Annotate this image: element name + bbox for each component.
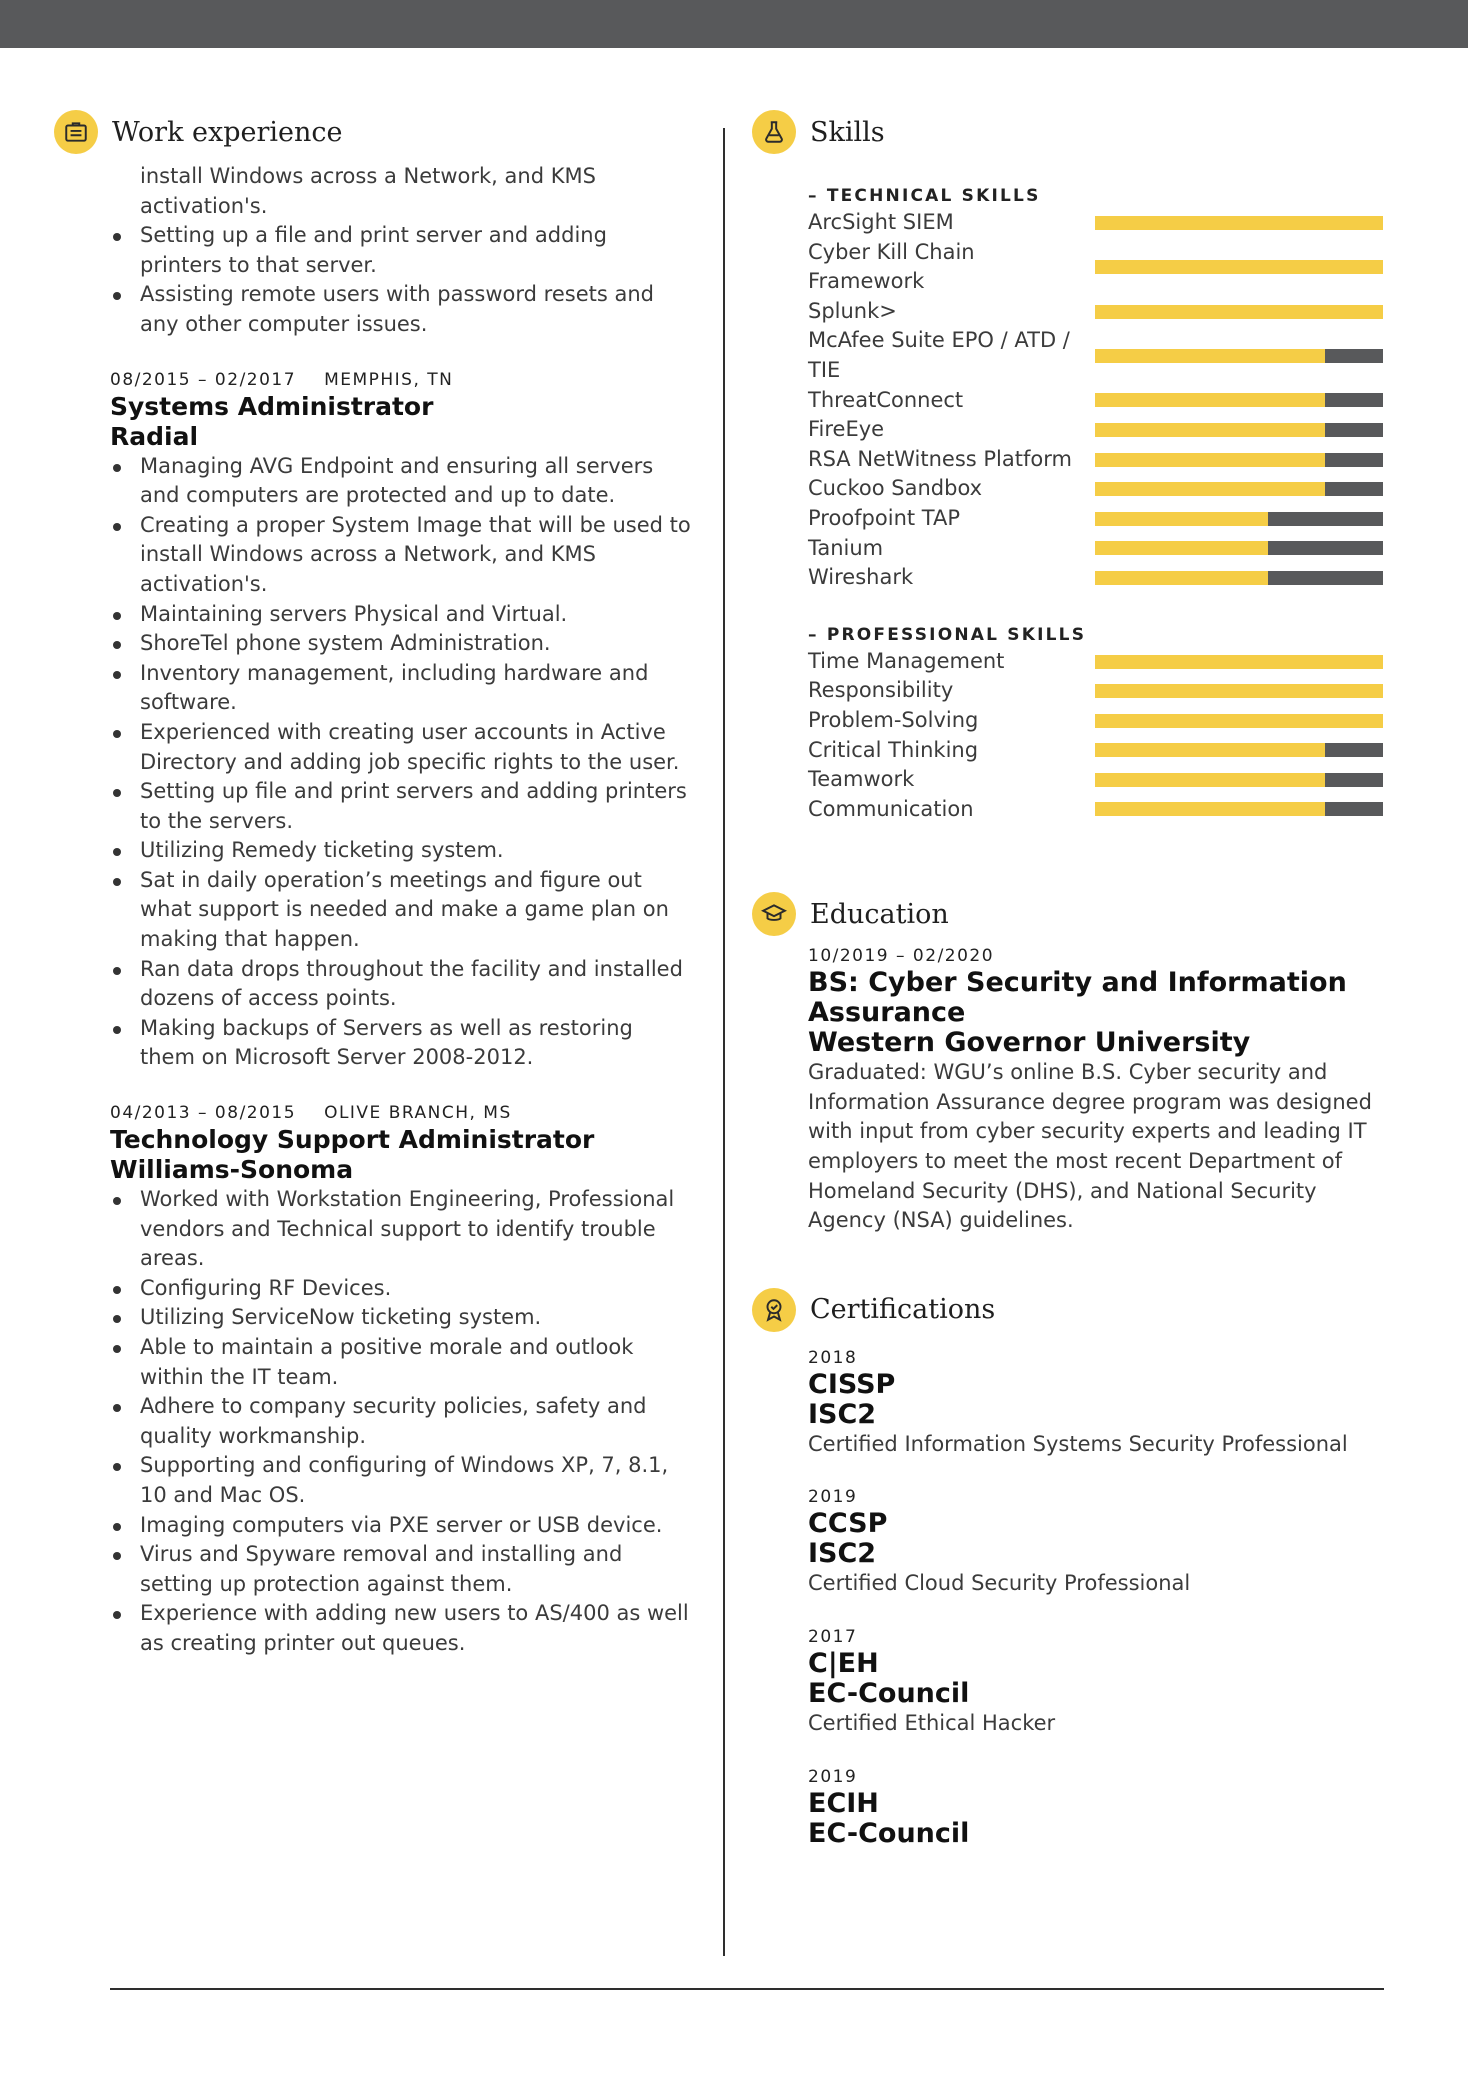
skill-name: McAfee Suite EPO / ATD / TIE	[808, 328, 1070, 382]
certification-name: CISSP	[808, 1368, 896, 1400]
graduation-cap-icon	[752, 892, 796, 936]
skill-row	[808, 415, 1392, 445]
skill-name: Time Management	[808, 648, 1005, 673]
skill-level-bar	[1095, 305, 1383, 319]
certification-name: C|EH	[808, 1648, 879, 1680]
certification-description: Certified Information Systems Security Professional	[808, 1431, 1348, 1456]
education-description: Graduated: WGU’s online B.S. Cyber security and Information Assurance degree program was designed with input from cyber security experts and leading IT employers to meet the most recent Department of Homeland Security (DHS), and National Security Agency (NSA) guidelines.	[808, 1060, 1372, 1233]
list-item: Maintaining servers Physical and Virtual.	[110, 600, 694, 630]
job-title: Systems Administrator	[110, 391, 434, 421]
list-item: Assisting remote users with password resets and any other computer issues.	[110, 280, 694, 339]
skill-row	[808, 474, 1392, 504]
list-item: Supporting and configuring of Windows XP, 7, 8.1, 10 and Mac OS.	[110, 1451, 694, 1510]
skill-row	[808, 706, 1392, 736]
job-list	[110, 368, 694, 1659]
work-experience-body	[110, 162, 694, 1659]
skill-level-bar	[1095, 216, 1383, 230]
column-divider	[723, 128, 725, 1956]
skill-level-bar	[1095, 482, 1383, 496]
skill-row	[808, 504, 1392, 534]
skill-level-fill	[1095, 482, 1325, 496]
job-meta	[110, 368, 694, 392]
list-item: Inventory management, including hardware and software.	[110, 659, 694, 718]
skill-level-bar	[1095, 684, 1383, 698]
award-icon	[752, 1288, 796, 1332]
skill-level-fill	[1095, 423, 1325, 437]
list-item: Virus and Spyware removal and installing and setting up protection against them.	[110, 1540, 694, 1599]
skill-level-fill	[1095, 541, 1268, 555]
left-column	[54, 102, 694, 1659]
job-entry	[110, 368, 694, 1073]
certification-description: Certified Cloud Security Professional	[808, 1571, 1191, 1596]
skill-name: Critical Thinking	[808, 737, 979, 762]
job-entry	[110, 1101, 694, 1659]
skills-body	[808, 184, 1392, 824]
list-item: Configuring RF Devices.	[110, 1274, 694, 1304]
certification-issuer: EC-Council	[808, 1678, 970, 1710]
certification-description: Certified Ethical Hacker	[808, 1711, 1056, 1736]
intro-bullets	[110, 162, 694, 340]
skill-level-fill	[1095, 714, 1383, 728]
education-dates: 10/2019 – 02/2020	[808, 946, 995, 967]
skill-name: ThreatConnect	[808, 387, 964, 412]
skill-level-bar	[1095, 260, 1383, 274]
list-item: Adhere to company security policies, safety and quality workmanship.	[110, 1392, 694, 1451]
skill-level-bar	[1095, 423, 1383, 437]
skill-level-fill	[1095, 260, 1383, 274]
skill-row	[808, 647, 1392, 677]
certification-name: CCSP	[808, 1508, 888, 1540]
skill-level-bar	[1095, 393, 1383, 407]
skill-level-bar	[1095, 743, 1383, 757]
job-meta	[110, 1101, 694, 1125]
briefcase-icon	[54, 110, 98, 154]
skill-level-fill	[1095, 305, 1383, 319]
skill-name: ArcSight SIEM	[808, 210, 954, 234]
flask-icon	[752, 110, 796, 154]
skill-name: Tanium	[808, 535, 884, 560]
certification-year: 2018	[808, 1347, 858, 1368]
list-item: Setting up file and print servers and adding printers to the servers.	[110, 777, 694, 836]
skill-row	[808, 563, 1392, 593]
skill-row	[808, 795, 1392, 825]
certification-year: 2019	[808, 1487, 858, 1508]
skill-level-fill	[1095, 216, 1383, 230]
skill-level-bar	[1095, 802, 1383, 816]
job-bullets	[110, 1185, 694, 1659]
education-title: Education	[810, 898, 949, 930]
skill-level-fill	[1095, 802, 1325, 816]
skill-name: Problem-Solving	[808, 707, 979, 732]
top-header-bar	[0, 0, 1468, 48]
education-body	[808, 944, 1392, 1236]
certification-year: 2019	[808, 1766, 858, 1787]
skill-level-fill	[1095, 684, 1383, 698]
skill-row	[808, 765, 1392, 795]
skill-name: Splunk>	[808, 298, 897, 323]
skill-level-fill	[1095, 349, 1325, 363]
skill-level-bar	[1095, 541, 1383, 555]
certifications-body	[808, 1346, 1392, 1849]
certification-issuer: ISC2	[808, 1398, 877, 1430]
list-item: Experienced with creating user accounts in Active Directory and adding job specific rights to the user.	[110, 718, 694, 777]
list-item: Utilizing ServiceNow ticketing system.	[110, 1303, 694, 1333]
certification-year: 2017	[808, 1627, 858, 1648]
certifications-title: Certifications	[810, 1294, 996, 1326]
certifications-header	[752, 1280, 1392, 1340]
list-item: Sat in daily operation’s meetings and figure out what support is needed and make a game plan on making that happen.	[110, 866, 694, 955]
skill-level-fill	[1095, 512, 1268, 526]
skills-title: Skills	[810, 116, 885, 148]
skill-row	[808, 534, 1392, 564]
skill-level-fill	[1095, 773, 1325, 787]
job-dates: 08/2015 – 02/2017	[110, 369, 297, 390]
job-location: MEMPHIS, TN	[324, 369, 454, 390]
skill-level-bar	[1095, 453, 1383, 467]
skill-level-bar	[1095, 512, 1383, 526]
skill-row	[808, 445, 1392, 475]
job-title: Technology Support Administrator	[110, 1125, 595, 1155]
skill-name: Proofpoint TAP	[808, 505, 961, 530]
list-item: Able to maintain a positive morale and outlook within the IT team.	[110, 1333, 694, 1392]
skill-level-bar	[1095, 571, 1383, 585]
skill-level-bar	[1095, 714, 1383, 728]
certification-item	[808, 1346, 1392, 1460]
skill-row	[808, 676, 1392, 706]
list-item: ShoreTel phone system Administration.	[110, 629, 694, 659]
list-item: Imaging computers via PXE server or USB device.	[110, 1511, 694, 1541]
certification-issuer: EC-Council	[808, 1817, 970, 1849]
skill-level-fill	[1095, 743, 1325, 757]
skill-level-bar	[1095, 773, 1383, 787]
skill-row	[808, 297, 1392, 327]
skill-name: Communication	[808, 796, 974, 821]
skill-level-fill	[1095, 655, 1383, 669]
skill-name: Cyber Kill Chain Framework	[808, 239, 975, 294]
certification-issuer: ISC2	[808, 1538, 877, 1570]
work-experience-title: Work experience	[112, 116, 343, 148]
list-item: install Windows across a Network, and KMS activation's.	[140, 164, 596, 218]
skill-name: RSA NetWitness Platform	[808, 446, 1072, 471]
skill-level-fill	[1095, 571, 1268, 585]
skill-row	[808, 326, 1392, 385]
list-item: Making backups of Servers as well as restoring them on Microsoft Server 2008-2012.	[110, 1014, 694, 1073]
skill-group-title: – TECHNICAL SKILLS	[808, 186, 1041, 206]
list-item: Managing AVG Endpoint and ensuring all servers and computers are protected and up to date.	[110, 452, 694, 511]
certification-item	[808, 1485, 1392, 1599]
education-degree: BS: Cyber Security and Information Assurance	[808, 967, 1347, 1029]
skill-row	[808, 238, 1392, 297]
skill-level-bar	[1095, 349, 1383, 363]
skill-level-fill	[1095, 393, 1325, 407]
work-experience-header	[54, 102, 694, 162]
skill-row	[808, 208, 1392, 238]
skill-name: FireEye	[808, 417, 885, 442]
job-dates: 04/2013 – 08/2015	[110, 1103, 297, 1124]
job-location: OLIVE BRANCH, MS	[324, 1103, 512, 1124]
certification-item	[808, 1765, 1392, 1849]
list-item: Ran data drops throughout the facility and installed dozens of access points.	[110, 955, 694, 1014]
list-item: Worked with Workstation Engineering, Professional vendors and Technical support to identify trouble areas.	[110, 1185, 694, 1274]
skill-name: Cuckoo Sandbox	[808, 476, 983, 501]
job-company: Williams-Sonoma	[110, 1155, 354, 1185]
certification-name: ECIH	[808, 1787, 879, 1819]
job-bullets	[110, 452, 694, 1073]
job-company: Radial	[110, 421, 199, 451]
list-item: Creating a proper System Image that will be used to install Windows across a Network, and KMS activation's.	[110, 511, 694, 600]
list-item: Setting up a file and print server and adding printers to that server.	[110, 221, 694, 280]
education-header	[752, 884, 1392, 944]
certification-item	[808, 1625, 1392, 1739]
skill-group-title: – PROFESSIONAL SKILLS	[808, 624, 1087, 645]
skill-name: Responsibility	[808, 678, 954, 703]
skill-row	[808, 386, 1392, 416]
list-item: Experience with adding new users to AS/400 as well as creating printer out queues.	[110, 1599, 694, 1658]
skill-level-fill	[1095, 453, 1325, 467]
skill-name: Wireshark	[808, 565, 914, 590]
right-column	[752, 102, 1392, 1849]
skill-level-bar	[1095, 655, 1383, 669]
skill-row	[808, 736, 1392, 766]
skills-header	[752, 102, 1392, 162]
education-school: Western Governor University	[808, 1027, 1251, 1059]
footer-rule	[110, 1988, 1384, 1990]
skill-name: Teamwork	[808, 767, 915, 792]
list-item: Utilizing Remedy ticketing system.	[110, 836, 694, 866]
